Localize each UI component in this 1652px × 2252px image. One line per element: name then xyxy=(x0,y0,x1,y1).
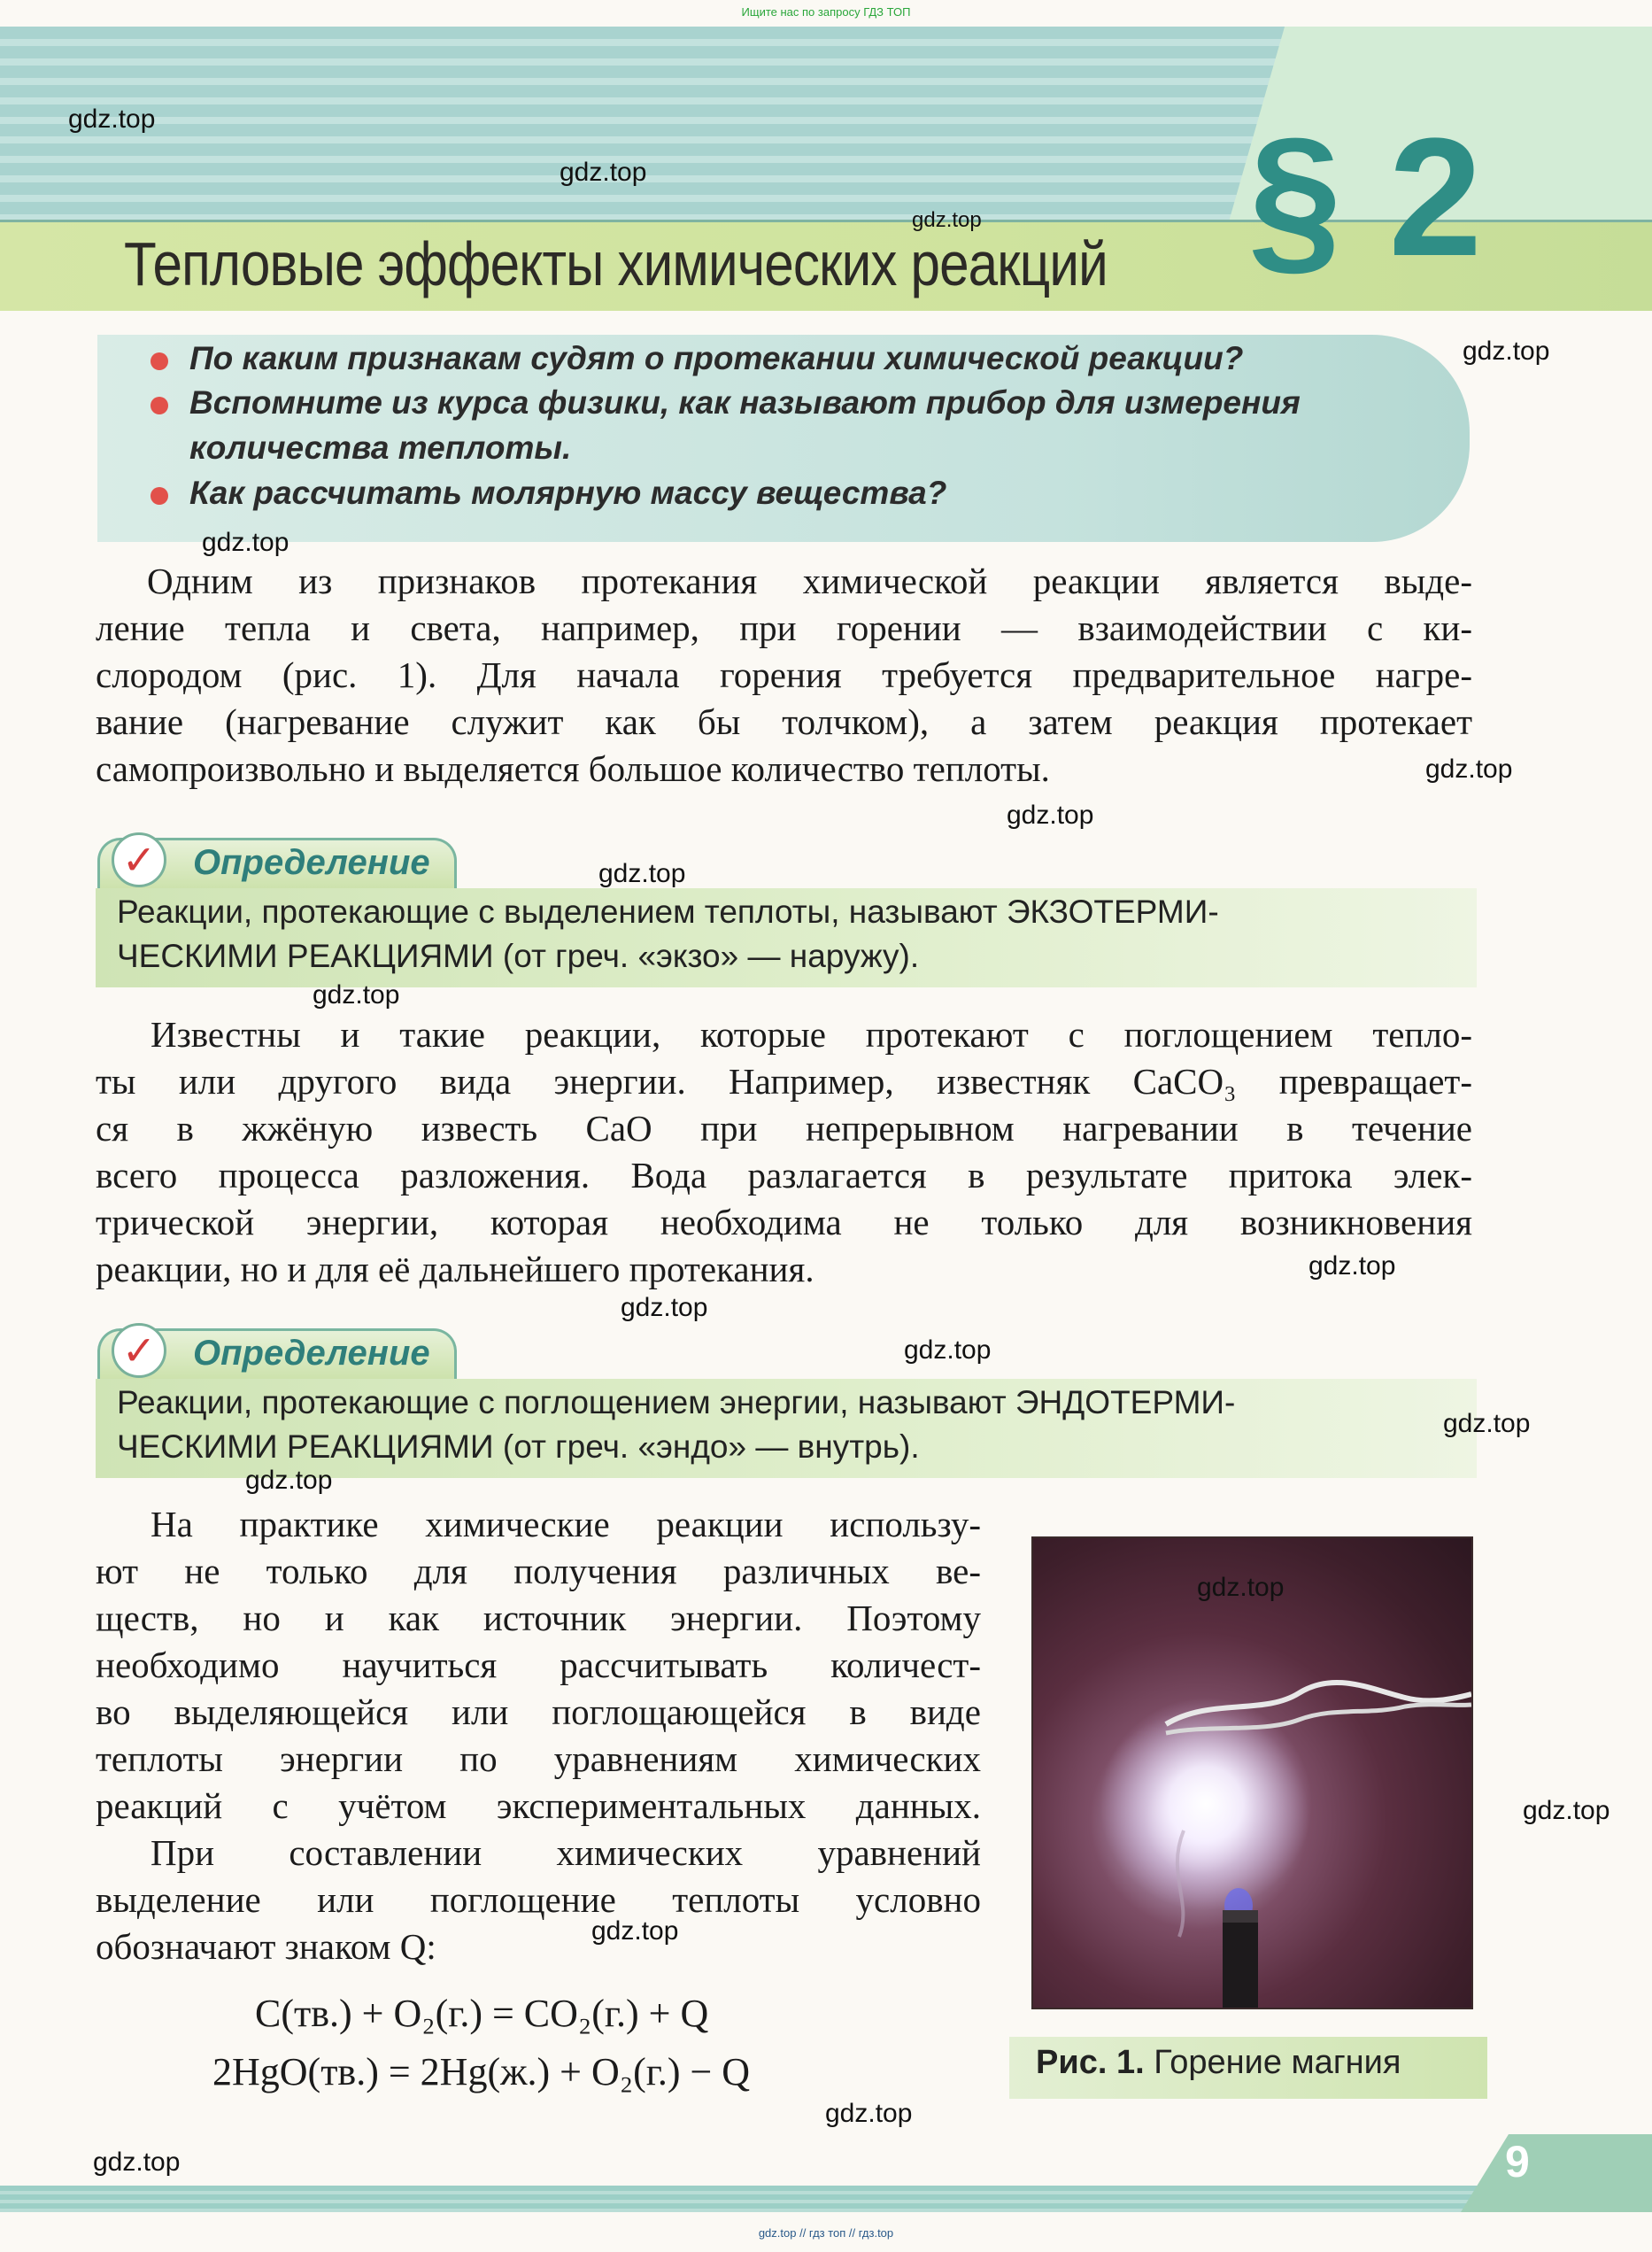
text-line: самопроизвольно и выделяется большое количество теплоты. xyxy=(96,748,1050,789)
watermark: gdz.top xyxy=(1523,1796,1610,1825)
question-3: Как рассчитать молярную массу вещества? xyxy=(189,475,947,511)
text-line: Одним из признаков протекания химической реакции является выде- xyxy=(147,561,1472,601)
text-line: теплоты энергии по уравнениям химических xyxy=(96,1738,981,1779)
page-title: Тепловые эффекты химических реакций xyxy=(124,229,1108,298)
paragraph-2 xyxy=(96,1011,1472,1293)
watermark: gdz.top xyxy=(93,2148,181,2177)
definition-label: Определение xyxy=(193,1334,430,1373)
footer-stripes xyxy=(0,2186,1652,2212)
checkmark-icon: ✓ xyxy=(112,832,166,887)
question-2: Вспомните из курса физики, как называют прибор для измерения xyxy=(189,384,1301,421)
text-line: ют не только для получения различных ве- xyxy=(96,1551,981,1591)
top-banner[interactable]: Ищите нас по запросу ГДЗ ТОП xyxy=(741,5,911,19)
watermark: gdz.top xyxy=(904,1335,992,1365)
figure-illustration xyxy=(1033,1538,1471,2008)
bullet-icon xyxy=(151,397,168,414)
definition-line: Реакции, протекающие с поглощением энергии, называют ЭНДОТЕРМИ- xyxy=(117,1384,1236,1420)
watermark: gdz.top xyxy=(591,1916,679,1946)
watermark: gdz.top xyxy=(621,1293,708,1322)
text-line: во выделяющейся или поглощающейся в виде xyxy=(96,1691,981,1732)
definition-label: Определение xyxy=(193,843,430,882)
watermark: gdz.top xyxy=(68,104,156,134)
figure-caption-label: Рис. 1. xyxy=(1036,2044,1145,2081)
text-line: трической энергии, которая необходима не только для возникновения xyxy=(96,1202,1472,1242)
text-line: реакции, но и для её дальнейшего протекания. xyxy=(96,1249,814,1289)
watermark: gdz.top xyxy=(1443,1409,1531,1438)
watermark: gdz.top xyxy=(1007,801,1094,830)
figure-caption-text: Горение магния xyxy=(1154,2044,1401,2081)
watermark: gdz.top xyxy=(1308,1251,1396,1281)
text-line: слородом (рис. 1). Для начала горения требуется предварительное нагре- xyxy=(96,654,1472,695)
text-line: необходимо научиться рассчитывать количест- xyxy=(96,1645,981,1685)
watermark: gdz.top xyxy=(1463,337,1550,366)
equation-1: C(тв.) + O₂(г.) = CO₂(г.) + Q xyxy=(255,1992,709,2035)
text-line: ление тепла и света, например, при горении — взаимодействии с ки- xyxy=(96,607,1472,648)
text-line: ты или другого вида энергии. Например, известняк CaCO₃ превращает- xyxy=(96,1061,1472,1102)
question-1: По каким признакам судят о протекании химической реакции? xyxy=(189,340,1244,376)
watermark: gdz.top xyxy=(202,528,289,557)
checkmark-icon: ✓ xyxy=(112,1323,166,1378)
definition-line: Реакции, протекающие с выделением теплоты, называют ЭКЗОТЕРМИ- xyxy=(117,894,1219,930)
definition-line: ЧЕСКИМИ РЕАКЦИЯМИ (от греч. «экзо» — наружу). xyxy=(117,938,920,974)
paragraph-3 xyxy=(96,1501,981,1830)
burner-top xyxy=(1223,1910,1258,1923)
bottom-strip[interactable]: gdz.top // гдз топ // гдз.top xyxy=(758,2226,894,2240)
paragraph-4 xyxy=(96,1830,981,1970)
page-number: 9 xyxy=(1505,2137,1530,2186)
text-line: ществ, но и как источник энергии. Поэтому xyxy=(96,1598,981,1638)
text-line: выделение или поглощение теплоты условно xyxy=(96,1879,981,1920)
equation-2: 2HgO(тв.) = 2Hg(ж.) + O₂(г.) − Q xyxy=(212,2050,751,2093)
text-line: ся в жжёную известь CaO при непрерывном нагревании в течение xyxy=(96,1108,1472,1149)
burner xyxy=(1223,1910,1258,2008)
watermark: gdz.top xyxy=(1425,755,1513,784)
definition-line: ЧЕСКИМИ РЕАКЦИЯМИ (от греч. «эндо» — внутрь). xyxy=(117,1428,920,1465)
watermark: gdz.top xyxy=(313,980,400,1010)
question-2-cont: количества теплоты. xyxy=(189,430,572,466)
text-line: Известны и такие реакции, которые протекают с поглощением тепло- xyxy=(151,1014,1472,1055)
watermark: gdz.top xyxy=(560,158,647,187)
figure-caption xyxy=(1036,2044,1401,2082)
bullet-icon xyxy=(151,352,168,370)
watermark: gdz.top xyxy=(245,1466,333,1495)
text-line: вание (нагревание служит как бы толчком), а затем реакция протекает xyxy=(96,701,1472,742)
text-line: На практике химические реакции использу- xyxy=(151,1504,981,1544)
watermark: gdz.top xyxy=(912,208,982,232)
section-number: § 2 xyxy=(1248,104,1483,291)
figure-magnesium-burning xyxy=(1031,1536,1473,2009)
text-line: реакций с учётом экспериментальных данных. xyxy=(96,1785,981,1826)
bullet-icon xyxy=(151,487,168,505)
watermark: gdz.top xyxy=(825,2099,913,2128)
text-line: При составлении химических уравнений xyxy=(151,1832,981,1873)
text-line: обозначают знаком Q: xyxy=(96,1926,436,1967)
text-line: всего процесса разложения. Вода разлагается в результате притока элек- xyxy=(96,1155,1472,1196)
page-number-tab xyxy=(1461,2134,1652,2212)
watermark: gdz.top xyxy=(598,859,686,888)
watermark: gdz.top xyxy=(1197,1573,1285,1602)
paragraph-1 xyxy=(96,558,1472,793)
